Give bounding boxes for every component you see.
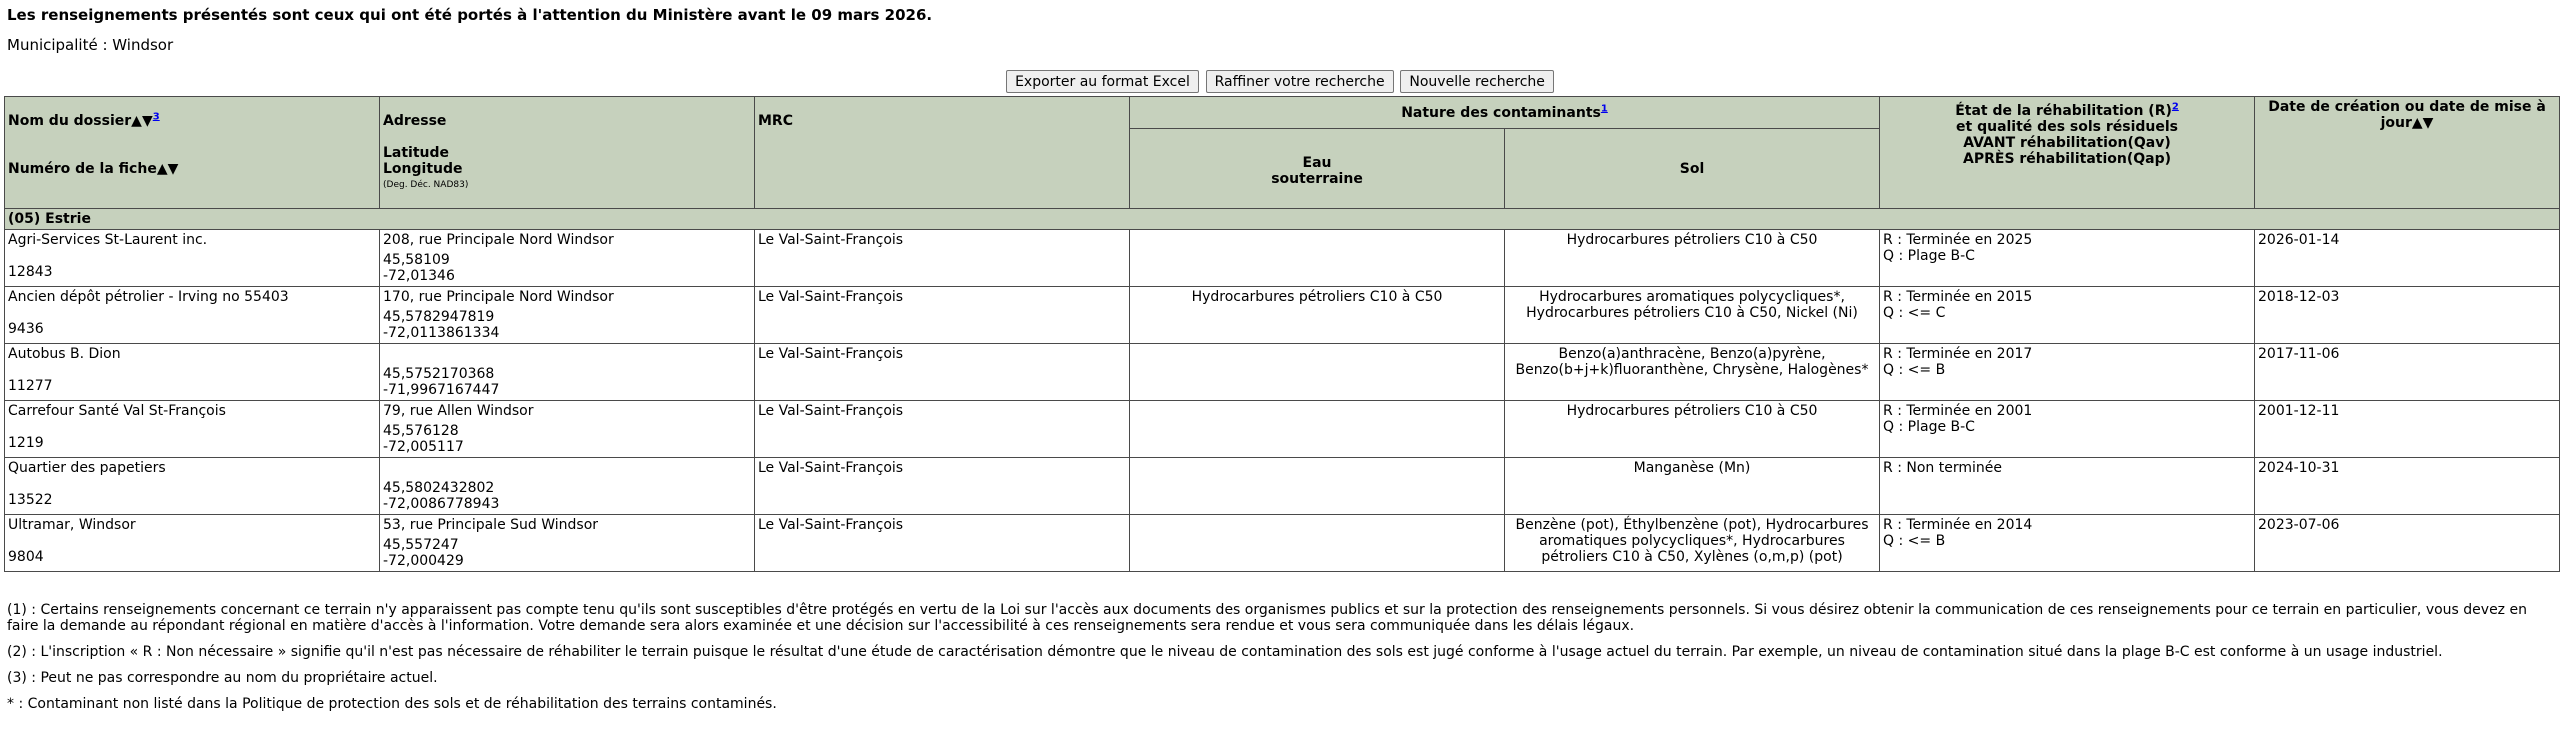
fiche-number: 1219 [8,435,44,451]
header-adresse [380,97,755,209]
cell-sol: Benzène (pot), Éthylbenzène (pot), Hydrocarbures aromatiques polycycliques*, Hydrocarbures pétroliers C10 à C50, Xylènes (o,m,p) (pot) [1505,515,1880,572]
cell-date: 2026-01-14 [2255,230,2560,287]
cell-adresse [380,515,755,572]
site-address [383,346,751,362]
results-body [5,209,2560,572]
cell-adresse [380,230,755,287]
fiche-number: 9804 [8,549,44,565]
cell-date: 2023-07-06 [2255,515,2560,572]
site-latitude: 45,5802432802 [383,480,495,496]
cell-adresse [380,344,755,401]
region-row [5,209,2560,230]
cell-mrc: Le Val-Saint-François [755,458,1130,515]
cell-eau [1130,344,1505,401]
cell-mrc: Le Val-Saint-François [755,515,1130,572]
cell-dossier [5,287,380,344]
new-search-button[interactable]: Nouvelle recherche [1400,70,1554,93]
site-address: 79, rue Allen Windsor [383,403,534,419]
site-name: Ancien dépôt pétrolier - Irving no 55403 [8,289,289,305]
cell-dossier [5,458,380,515]
cell-etat [1880,515,2255,572]
table-row [5,515,2560,572]
site-longitude: -72,0086778943 [383,496,500,512]
cell-eau [1130,458,1505,515]
site-longitude: -72,0113861334 [383,325,500,341]
fiche-number: 11277 [8,378,53,394]
sort-fiche-icon[interactable]: ▲▼ [156,161,179,177]
site-address: 170, rue Principale Nord Windsor [383,289,614,305]
soil-quality: Q : Plage B-C [1883,248,1975,264]
cell-mrc: Le Val-Saint-François [755,344,1130,401]
rehab-status: R : Terminée en 2017 [1883,346,2033,362]
cell-etat [1880,401,2255,458]
rehab-status: R : Terminée en 2014 [1883,517,2033,533]
cell-dossier [5,344,380,401]
sort-date-icon[interactable]: ▲▼ [2411,115,2434,131]
site-longitude: -72,01346 [383,268,455,284]
footnote-4: * : Contaminant non listé dans la Politique de protection des sols et de réhabilitation des terrains contaminés. [7,696,777,712]
cell-sol: Hydrocarbures pétroliers C10 à C50 [1505,401,1880,458]
header-etat-line1: État de la réhabilitation (R) [1955,103,2172,119]
site-latitude: 45,5782947819 [383,309,495,325]
header-dossier [5,97,380,209]
fiche-number: 9436 [8,321,44,337]
cell-dossier [5,515,380,572]
rehab-status: R : Terminée en 2015 [1883,289,2033,305]
cell-dossier [5,401,380,458]
region-label: (05) Estrie [5,209,2560,230]
cell-eau [1130,401,1505,458]
site-latitude: 45,557247 [383,537,459,553]
cell-etat [1880,287,2255,344]
footnote-3-link[interactable]: 3 [152,111,160,123]
site-latitude: 45,576128 [383,423,459,439]
site-address: 208, rue Principale Nord Windsor [383,232,614,248]
rehab-status: R : Terminée en 2001 [1883,403,2033,419]
cell-eau [1130,515,1505,572]
header-adresse-label: Adresse [383,113,447,129]
cell-sol: Manganèse (Mn) [1505,458,1880,515]
cell-sol: Hydrocarbures aromatiques polycycliques*, Hydrocarbures pétroliers C10 à C50, Nickel (Ni) [1505,287,1880,344]
municipality-label: Municipalité : Windsor [7,36,174,54]
rehab-status: R : Terminée en 2025 [1883,232,2033,248]
cell-sol: Benzo(a)anthracène, Benzo(a)pyrène, Benzo(b+j+k)fluoranthène, Chrysène, Halogènes* [1505,344,1880,401]
header-eau [1130,129,1505,209]
header-mrc [755,97,1130,209]
site-longitude: -71,9967167447 [383,382,500,398]
export-excel-button[interactable]: Exporter au format Excel [1006,70,1199,93]
fiche-number: 12843 [8,264,53,280]
site-name: Carrefour Santé Val St-François [8,403,226,419]
table-row [5,344,2560,401]
refine-search-button[interactable]: Raffiner votre recherche [1206,70,1394,93]
site-longitude: -72,005117 [383,439,464,455]
cell-etat [1880,458,2255,515]
header-nature-label: Nature des contaminants [1401,104,1601,121]
cell-adresse [380,287,755,344]
soil-quality: Q : <= B [1883,362,1946,378]
header-date-line2: jour [2380,115,2412,131]
data-notice: Les renseignements présentés sont ceux qui ont été portés à l'attention du Ministère avant le 09 mars 2026. [7,6,933,24]
header-etat-line2: et qualité des sols résiduels [1956,119,2178,135]
header-etat-line3: AVANT réhabilitation(Qav) [1963,135,2171,151]
footnotes [7,602,2552,722]
site-longitude: -72,000429 [383,553,464,569]
action-toolbar [0,70,2560,93]
site-address [383,460,751,476]
header-sol [1505,129,1880,209]
table-row [5,401,2560,458]
footnote-1-link[interactable]: 1 [1600,103,1608,115]
footnote-3: (3) : Peut ne pas correspondre au nom du propriétaire actuel. [7,670,438,686]
site-latitude: 45,58109 [383,252,450,268]
cell-sol: Hydrocarbures pétroliers C10 à C50 [1505,230,1880,287]
cell-mrc: Le Val-Saint-François [755,287,1130,344]
cell-adresse [380,458,755,515]
cell-mrc: Le Val-Saint-François [755,401,1130,458]
footnote-1: (1) : Certains renseignements concernant ce terrain n'y apparaissent pas compte tenu qu'ils sont susceptibles d'être protégés en vertu de la Loi sur l'accès aux documents des organismes publics et sur la protection des renseignements personnels. Si vous désirez obtenir la communication de ces renseignements pour ce terrain en particulier, vous devez en faire la demande au répondant régional en matière d'accès à l'information. Votre demande sera alors examinée et une décision sur l'accessibilité à ces renseignements sera rendue et vous sera communiquée dans les délais légaux. [7,602,2527,634]
header-sol-label: Sol [1679,161,1705,178]
cell-mrc: Le Val-Saint-François [755,230,1130,287]
fiche-number: 13522 [8,492,53,508]
soil-quality: Q : <= B [1883,533,1946,549]
rehab-status: R : Non terminée [1883,460,2002,476]
header-date [2255,97,2560,209]
site-name: Ultramar, Windsor [8,517,136,533]
table-row [5,458,2560,515]
header-longitude-label: Longitude [383,161,463,177]
cell-eau: Hydrocarbures pétroliers C10 à C50 [1130,287,1505,344]
header-date-line1: Date de création ou date de mise à [2268,99,2546,115]
cell-adresse [380,401,755,458]
cell-etat [1880,344,2255,401]
site-address: 53, rue Principale Sud Windsor [383,517,599,533]
header-mrc-label: MRC [758,113,793,129]
cell-dossier [5,230,380,287]
cell-date: 2001-12-11 [2255,401,2560,458]
site-name: Autobus B. Dion [8,346,121,362]
soil-quality: Q : <= C [1883,305,1946,321]
header-eau-line1: Eau [1302,155,1332,172]
header-datum-label: (Deg. Déc. NAD83) [383,180,469,190]
cell-eau [1130,230,1505,287]
header-etat [1880,97,2255,209]
header-latitude-label: Latitude [383,145,450,161]
site-name: Agri-Services St-Laurent inc. [8,232,208,248]
sort-dossier-icon[interactable]: ▲▼ [131,113,153,129]
cell-etat [1880,230,2255,287]
table-row [5,230,2560,287]
header-fiche-label: Numéro de la fiche [8,161,157,177]
header-eau-line2: souterraine [1271,171,1363,188]
header-nature [1130,97,1880,129]
header-etat-line4: APRÈS réhabilitation(Qap) [1963,151,2172,167]
results-table [4,96,2560,572]
site-name: Quartier des papetiers [8,460,166,476]
footnote-2: (2) : L'inscription « R : Non nécessaire » signifie qu'il n'est pas nécessaire de réhabiliter le terrain puisque le résultat d'une étude de caractérisation démontre que le niveau de contamination des sols est jugé conforme à l'usage actuel du terrain. Par exemple, un niveau de contamination situé dans la plage B-C est conforme à un usage industriel. [7,644,2443,660]
table-row [5,287,2560,344]
site-latitude: 45,5752170368 [383,366,495,382]
soil-quality: Q : Plage B-C [1883,419,1975,435]
header-dossier-label: Nom du dossier [8,113,132,129]
cell-date: 2024-10-31 [2255,458,2560,515]
cell-date: 2018-12-03 [2255,287,2560,344]
cell-date: 2017-11-06 [2255,344,2560,401]
footnote-2-link[interactable]: 2 [2171,101,2179,113]
